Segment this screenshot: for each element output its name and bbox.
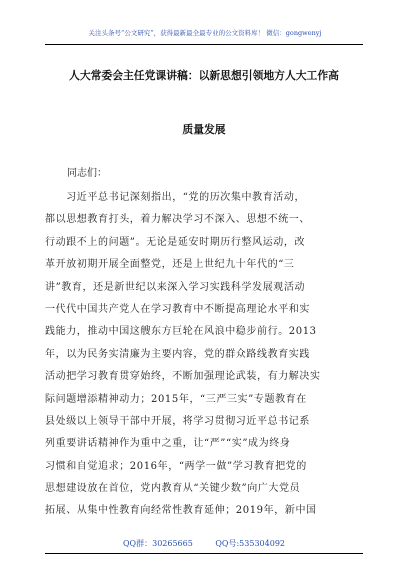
body-line: 县处级以上领导干部中开展，将学习贯彻习近平总书记系 (45, 415, 310, 427)
body-line: 都以思想教育打头，着力解决学习不深入、思想不统一、 (45, 214, 310, 226)
body-line: 讲”教育，还是新世纪以来深入学习实践科学发展观活动 (45, 281, 306, 293)
body-line: 革开放初期开展全面整党，还是上世纪九十年代的“三 (45, 259, 295, 271)
greeting: 同志们： (67, 168, 107, 179)
body-line: 习近平总书记深刻指出，“党的历次集中教育活动， (45, 192, 306, 203)
body-line: 列重要讲话精神作为重中之重，让“严”“实”成为终身 (45, 438, 291, 450)
header-promo-text: 关注头条号“公文研究”，获得最新最全最专业的公文资料库！ 微信：gongwenyj (88, 29, 322, 37)
document-subtitle: 质量发展 (182, 123, 226, 136)
body-line: 行动跟不上的问题”。无论是延安时期历行整风运动，改 (45, 236, 306, 248)
body-line: 一代代中国共产党人在学习教育中不断提高理论水平和实 (45, 303, 310, 315)
document-title: 人大常委会主任党课讲稿：以新思想引领地方人大工作高 (69, 69, 339, 82)
body-line: 年，以为民务实清廉为主要内容，党的群众路线教育实践 (45, 348, 310, 360)
body-line: 际问题增添精神动力；2015年，“三严三实”专题教育在 (45, 393, 307, 405)
footer-qq-group: QQ群：30265665 (122, 539, 193, 548)
document-body (45, 187, 363, 523)
body-line: 践能力，推动中国这艘东方巨轮在风浪中稳步前行。2013 (45, 326, 317, 338)
body-line: 活动把学习教育贯穿始终，不断加强理论武装，有力解决实 (45, 371, 321, 383)
footer-divider (45, 553, 363, 554)
body-line: 拓展、从集中性教育向经常性教育延伸；2019年，新中国 (45, 505, 317, 517)
body-line: 习惯和自觉追求；2016年，“两学一做”学习教育把党的 (45, 460, 307, 472)
header-divider (45, 44, 363, 45)
body-line: 思想建设放在首位，党内教育从“关键少数”向广大党员 (45, 483, 301, 495)
footer-contact (45, 538, 363, 549)
footer-qq-number: QQ号:535304092 (215, 539, 285, 548)
